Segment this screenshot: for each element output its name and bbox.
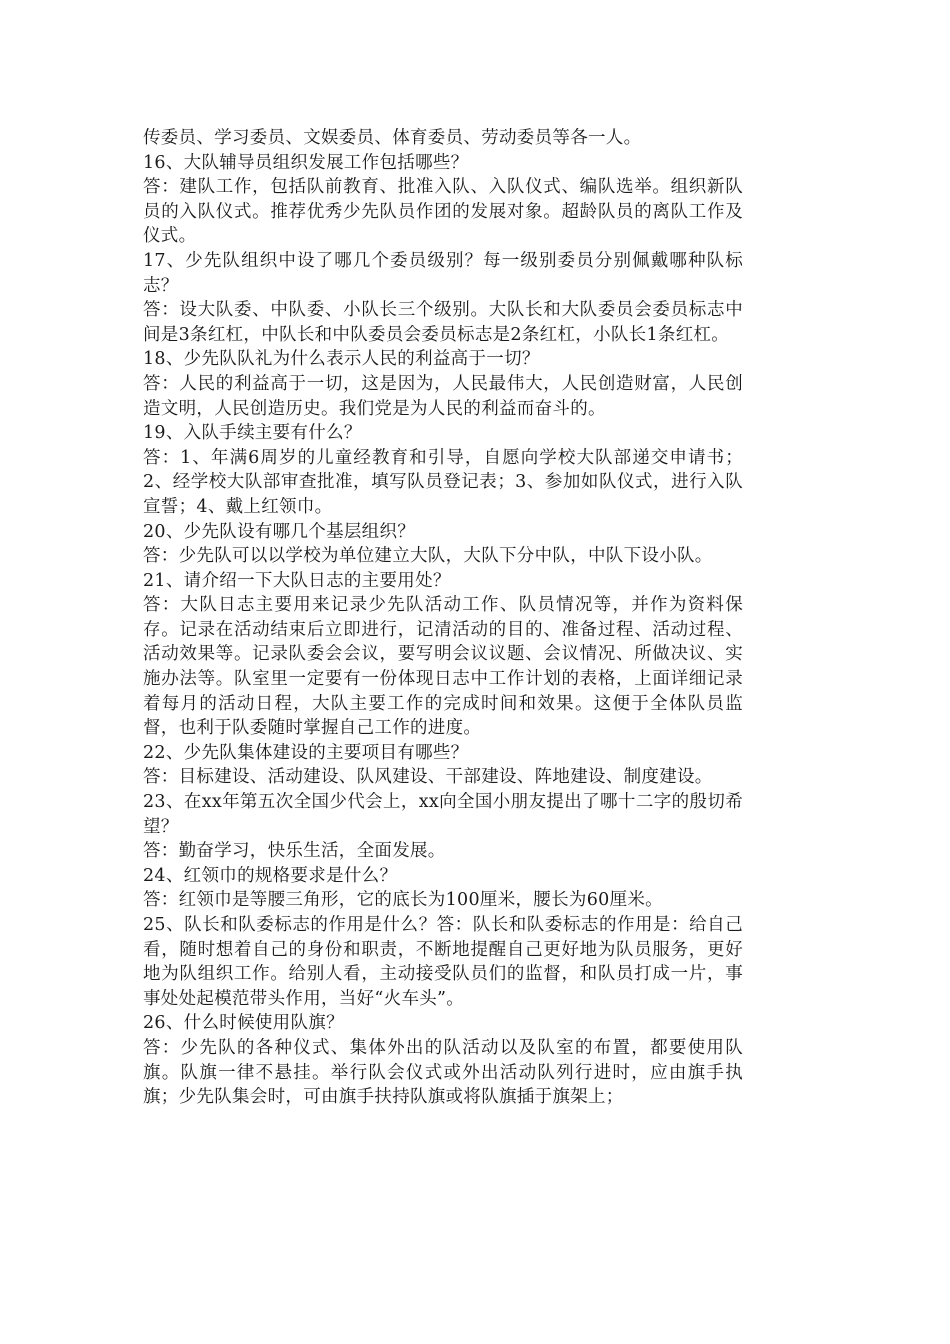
answer-22: 答：目标建设、活动建设、队风建设、干部建设、阵地建设、制度建设。 — [143, 767, 713, 788]
question-22: 22、少先队集体建设的主要项目有哪些？ — [143, 742, 469, 763]
question-21: 21、请介绍一下大队日志的主要用处？ — [143, 570, 451, 591]
question-19: 19、入队手续主要有什么？ — [143, 423, 362, 444]
answer-20: 答：少先队可以以学校为单位建立大队，大队下分中队，中队下设小队。 — [143, 546, 713, 567]
document-body — [143, 126, 743, 1110]
answer-24: 答：红领巾是等腰三角形，它的底长为100厘米，腰长为60厘米。 — [143, 890, 663, 911]
question-answer-25: 25、队长和队委标志的作用是什么？答：队长和队委标志的作用是：给自己看，随时想着自己的身份和职责，不断地提醒自己更好地为队员服务，更好地为队组织工作。给别人看，主动接受队员们的监督，和队员打成一片，事事处处起模范带头作用，当好“火车头”。 — [143, 915, 743, 1009]
answer-17: 答：设大队委、中队委、小队长三个级别。大队长和大队委员会委员标志中间是3条红杠，中队长和中队委员会委员标志是2条红杠，小队长1条红杠。 — [143, 300, 743, 345]
answer-26: 答：少先队的各种仪式、集体外出的队活动以及队室的布置，都要使用队旗。队旗一律不悬挂。举行队会仪式或外出活动队列行进时，应由旗手执旗；少先队集会时，可由旗手扶持队旗或将队旗插于旗架上； — [143, 1037, 743, 1108]
answer-18: 答：人民的利益高于一切，这是因为，人民最伟大，人民创造财富，人民创造文明，人民创造历史。我们党是为人民的利益而奋斗的。 — [143, 373, 743, 419]
question-24: 24、红领巾的规格要求是什么？ — [143, 865, 398, 886]
answer-23: 答：勤奋学习，快乐生活，全面发展。 — [143, 841, 446, 862]
question-17: 17、少先队组织中设了哪几个委员级别？每一级别委员分别佩戴哪种队标志？ — [143, 250, 743, 296]
question-18: 18、少先队队礼为什么表示人民的利益高于一切？ — [143, 349, 540, 370]
paragraph-committee-list: 传委员、学习委员、文娱委员、体育委员、劳动委员等各一人。 — [143, 128, 642, 148]
answer-19: 答：1、年满6周岁的儿童经教育和引导，自愿向学校大队部递交申请书；2、经学校大队部审查批准，填写队员登记表；3、参加如队仪式，进行入队宣誓；4、戴上红领巾。 — [143, 447, 743, 517]
question-26: 26、什么时候使用队旗？ — [143, 1013, 344, 1034]
question-23: 23、在xx年第五次全国少代会上，xx向全国小朋友提出了哪十二字的殷切希望？ — [143, 792, 743, 837]
answer-16: 答：建队工作，包括队前教育、批准入队、入队仪式、编队选举。组织新队员的入队仪式。推荐优秀少先队员作团的发展对象。超龄队员的离队工作及仪式。 — [143, 177, 743, 247]
question-20: 20、少先队设有哪几个基层组织？ — [143, 521, 416, 542]
answer-21: 答：大队日志主要用来记录少先队活动工作、队员情况等，并作为资料保存。记录在活动结束后立即进行，记清活动的目的、准备过程、活动过程、活动效果等。记录队委会会议，要写明会议议题、会议情况、所做决议、实施办法等。队室里一定要有一份体现日志中工作计划的表格，上面详细记录着每月的活动日程，大队主要工作的完成时间和效果。这便于全体队员监督，也利于队委随时掌握自己工作的进度。 — [143, 595, 743, 739]
question-16: 16、大队辅导员组织发展工作包括哪些？ — [143, 152, 469, 173]
